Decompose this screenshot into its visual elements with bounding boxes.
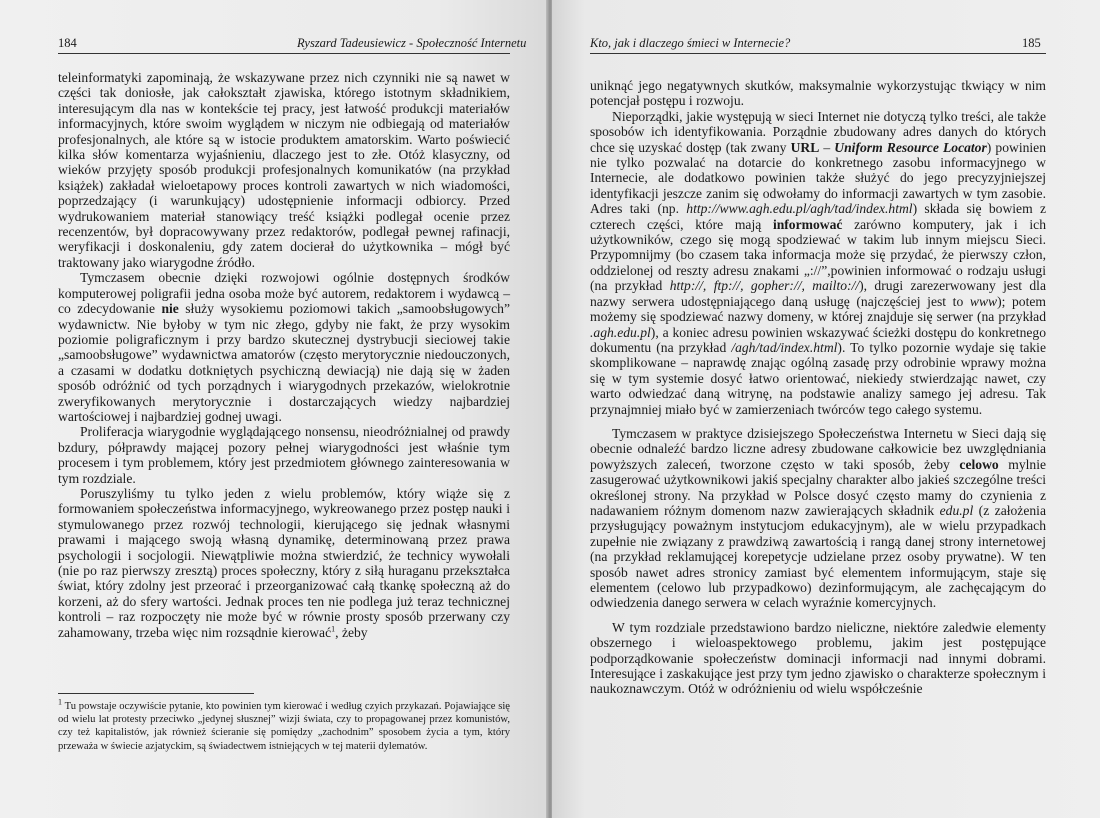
text-run: Poruszyliśmy tu tylko jeden z wielu problemów, który wiąże się z formowaniem społeczeństwa informacyjnego, wykreowanego przez postęp nauki i stymulowanego przez rozwój technologii, kierującego się jednak własnymi prawami i mającego swoją własną dynamikę, determinowaną przez prawa psychologii i socjologii. Niewątpliwie można stwierdzić, że technicy wywołali (nie po raz pierwszy zresztą) proces społeczny, który z siłą huraganu przekształca świat, który zdolny jest przeorać i przeorganizować całą tkankę społeczną aż do korzeni, aż do sfery wartości. Jednak proces ten nie podlega już teraz technicznej kontroli – raz rozpoczęty nie może być w równie prosty sposób przerwany czy zahamowany, trzeba więc nim rozsądnie kierować (58, 485, 510, 640)
text-run: , żeby (335, 624, 368, 640)
left-page-number: 184 (58, 36, 77, 50)
text-run: W tym rozdziale przedstawiono bardzo nieliczne, niektóre zaledwie elementy obszernego i wieloaspektowego problemu, jakim jest postępujące podporządkowanie społeczeństw dominacji informacji nad innymi dobrami. Interesujące i zaskakujące jest przy tym jedno zjawisko o charakterze społecznym i naukoznawczym. Otóż w odróżnieniu od wielu współcześnie (590, 619, 1046, 697)
text-run: ). To tylko pozornie wydaje się takie skomplikowane – naprawdę znając ogólną zasadę przy odrobinie wprawy można się w tym systemie dosyć łatwo orientować, niekiedy stwierdzając nawet, czy warto odwiedzać daną witrynę, na podstawie analizy samego jej adresu. Tak przynajmniej miało być w zamierzeniach twórców tego całego systemu. (590, 339, 1046, 417)
url-example: http://, ftp://, gopher://, mailto:// (669, 278, 860, 294)
text-run: mylnie zasugerować użytkownikowi jakiś specjalny charakter albo jakieś szczególne treści określonej strony. Na przykład w Polsce dosyć często mamy do czynienia z nadawaniem różnym domenom nazw zawierających składnik (590, 456, 1047, 518)
emphasis-bold: nie (161, 301, 179, 317)
footnote-text: Tu powstaje oczywiście pytanie, kto powinien tym kierować i według czyich przykazań. Pojawiające się od wielu lat protesty przeciwko „jedynej słusznej” wizji świata, czy to propagowanej przez komunistów, czy też kapitalistów, jak również ścieranie się pomiędzy „zachodnim” sposobem życia a tym, który przeważa w świecie azjatyckim, są świadectwem istniejących w tej materii dylematów. (58, 701, 510, 752)
right-page-number: 185 (1022, 36, 1041, 50)
text-run: teleinformatyki zapominają, że wskazywane przez nich czynniki nie są nawet w części tak doniosłe, jak całokształt zjawiska, którego istotnym składnikiem, interesującym dla nas w kontekście tej pracy, jest łatwość produkcji materiałów informacyjnych, które swoim wyglądem w niczym nie odbiegają od materiałów profesjonalnych, ale które są w istocie produktem amatorskim. Warto poświecić kilka słów komentarza wyjaśnieniu, dlaczego jest to złe. Otóż klasyczny, od wieków przyjęty sposób produkcji profesjonalnych komunikatów (na przykład książek) zakładał wieloetapowy proces kontroli zawartych w nich wiadomości, poprzedzający (i warunkujący) udostępnienie informacji odbiorcy. Przed wydrukowaniem materiał stanowiący treść książki podlegał ocenie przez recenzentów, był dopracowywany przez redaktorów, podlegał pewnej rafinacji, weryfikacji i doskonaleniu, gdy zatem docierał do użytkownika – mógł być traktowany jako wiarygodne źródło. (58, 70, 510, 270)
footnote (58, 697, 510, 753)
right-body-text (590, 78, 1046, 697)
text-run: ) powinien nie tylko pozwalać na dotarcie do konkretnego zasobu informacyjnego w Internecie, ale dodatkowo powinien także służyć do jego precyzyjniejszej identyfikacji jeszcze zanim się odwołamy do informacji zawartych w tym zasobie. Adres taki (np. (590, 139, 1046, 217)
right-paragraph-4 (590, 620, 1046, 697)
text-run: zarówno komputery, jak i ich użytkowników, czego się mogą spodziewać w takim lub innym miejscu Sieci. Przypomnijmy (bo czasem taka informacja może się przydać, że pierwszy człon, oddzielonej od reszty adresu znakami „://”,powinien informować o rodzaju usługi (na przykład (590, 216, 1046, 294)
left-header-rule (58, 53, 510, 54)
left-paragraph-1 (58, 70, 510, 270)
right-running-head: Kto, jak i dlaczego śmieci w Internecie? (590, 36, 791, 50)
emphasis-bold: celowo (959, 456, 999, 472)
left-body-text (58, 70, 510, 640)
text-run: Tymczasem w praktyce dzisiejszego Społeczeństwa Internetu w Sieci dają się obecnie odnaleźć bardzo liczne adresy zbudowane całkowicie bez uwzględniania powyższych zaleceń, tworzone często w taki sposób, żeby (590, 425, 1046, 472)
footnote-reference[interactable]: 1 (331, 624, 336, 634)
url-example: .agh.edu.pl (590, 324, 651, 340)
text-run: (z założenia przysługujący poważnym instytucjom edukacyjnym), ale w wielu przypadkach zupełnie nie związany z prawdziwą zawartością i rangą danej strony internetowej (na przykład reklamującej korepetycje udzielane przez osoby prywatne). W ten sposób nawet adres stronicy zamiast być elementem informującym, staje się elementem (celowo lub przypadkowo) dezinformującym, ale zachęcającym do odwiedzenia danego serwera w celach wyraźnie komercyjnych. (590, 502, 1046, 611)
text-run: ) składa się bowiem z czterech części, które mają (590, 201, 1046, 232)
text-run: ), drugi zarezerwowany jest dla nazwy serwera udostępniającego daną usługę (najczęściej jest to (590, 278, 1046, 309)
text-run: Nieporządki, jakie występują w sieci Internet nie dotyczą tylko treści, ale także sposobów ich identyfikowania. Porządnie zbudowany adres danych do których chce się uzyskać dostęp (tak zwany (590, 108, 1046, 155)
url-example: www (969, 293, 998, 309)
right-paragraph-2 (590, 109, 1046, 417)
text-run: Proliferacja wiarygodnie wyglądającego nonsensu, nieodróżnialnej od prawdy bzdury, półprawdy mającej pozory pełnej wiarygodności jest właśnie tym procesem i tym problemem, który jest przedmiotem głównego zainteresowania w tym rozdziale. (58, 424, 510, 486)
left-page (0, 0, 548, 818)
text-run: uniknąć jego negatywnych skutków, maksymalnie wykorzystując tkwiący w nim potencjał postępu i rozwoju. (590, 78, 1046, 109)
footnote-rule (58, 693, 254, 694)
url-example: /agh/tad/index.html (731, 339, 838, 355)
left-paragraph-4 (58, 486, 510, 640)
right-header-rule (590, 53, 1046, 54)
domain-example: edu.pl (939, 502, 974, 518)
text-run: służy wysokiemu poziomowi takich „samoobsługowych” wydawnictw. Nie byłoby w tym nic złego, gdyby nie fakt, że przy wysokim poziomie poligraficznym i przy bardzo skutecznej dystrybucji sieciowej takie „samoobsługowe” wydawnictwa amatorów (często merytorycznie niedouczonych, a czasami w dodatku dotkniętych psychiczną dewiacją) nie dają się w żaden sposób odróżnić od tych porządnych i wiarygodnych przekazów, wielokrotnie zweryfikowanych merytorycznie i dostarczających wiedzy najbardziej wartościowej i najbardziej godnej uwagi. (58, 301, 510, 424)
emphasis-bold: informować (772, 216, 843, 232)
left-running-head: Ryszard Tadeusiewicz - Społeczność Internetu (297, 36, 527, 50)
text-run: – (819, 139, 835, 155)
text-run: Tymczasem obecnie dzięki rozwojowi ogólnie dostępnych środków komputerowej poligrafii jedna osoba może być autorem, redaktorem i wydawcą – co zdecydowanie (58, 270, 510, 317)
left-paragraph-3 (58, 424, 510, 486)
right-paragraph-1 (590, 78, 1046, 109)
footnote-mark: 1 (58, 697, 62, 707)
text-run: ); potem możemy się spodziewać nazwy domeny, w której znajduje się serwer (na przykład (590, 293, 1046, 325)
emphasis-bold: URL (790, 139, 820, 155)
emphasis-italic: Uniform Resource Locator (834, 139, 987, 155)
left-paragraph-2 (58, 270, 510, 424)
url-example: http://www.agh.edu.pl/agh/tad/index.html (686, 201, 913, 217)
text-run: ), a koniec adresu powinien wskazywać ścieżki dostępu do konkretnego dokumentu (na przykład (590, 324, 1046, 355)
right-paragraph-3 (590, 426, 1046, 611)
